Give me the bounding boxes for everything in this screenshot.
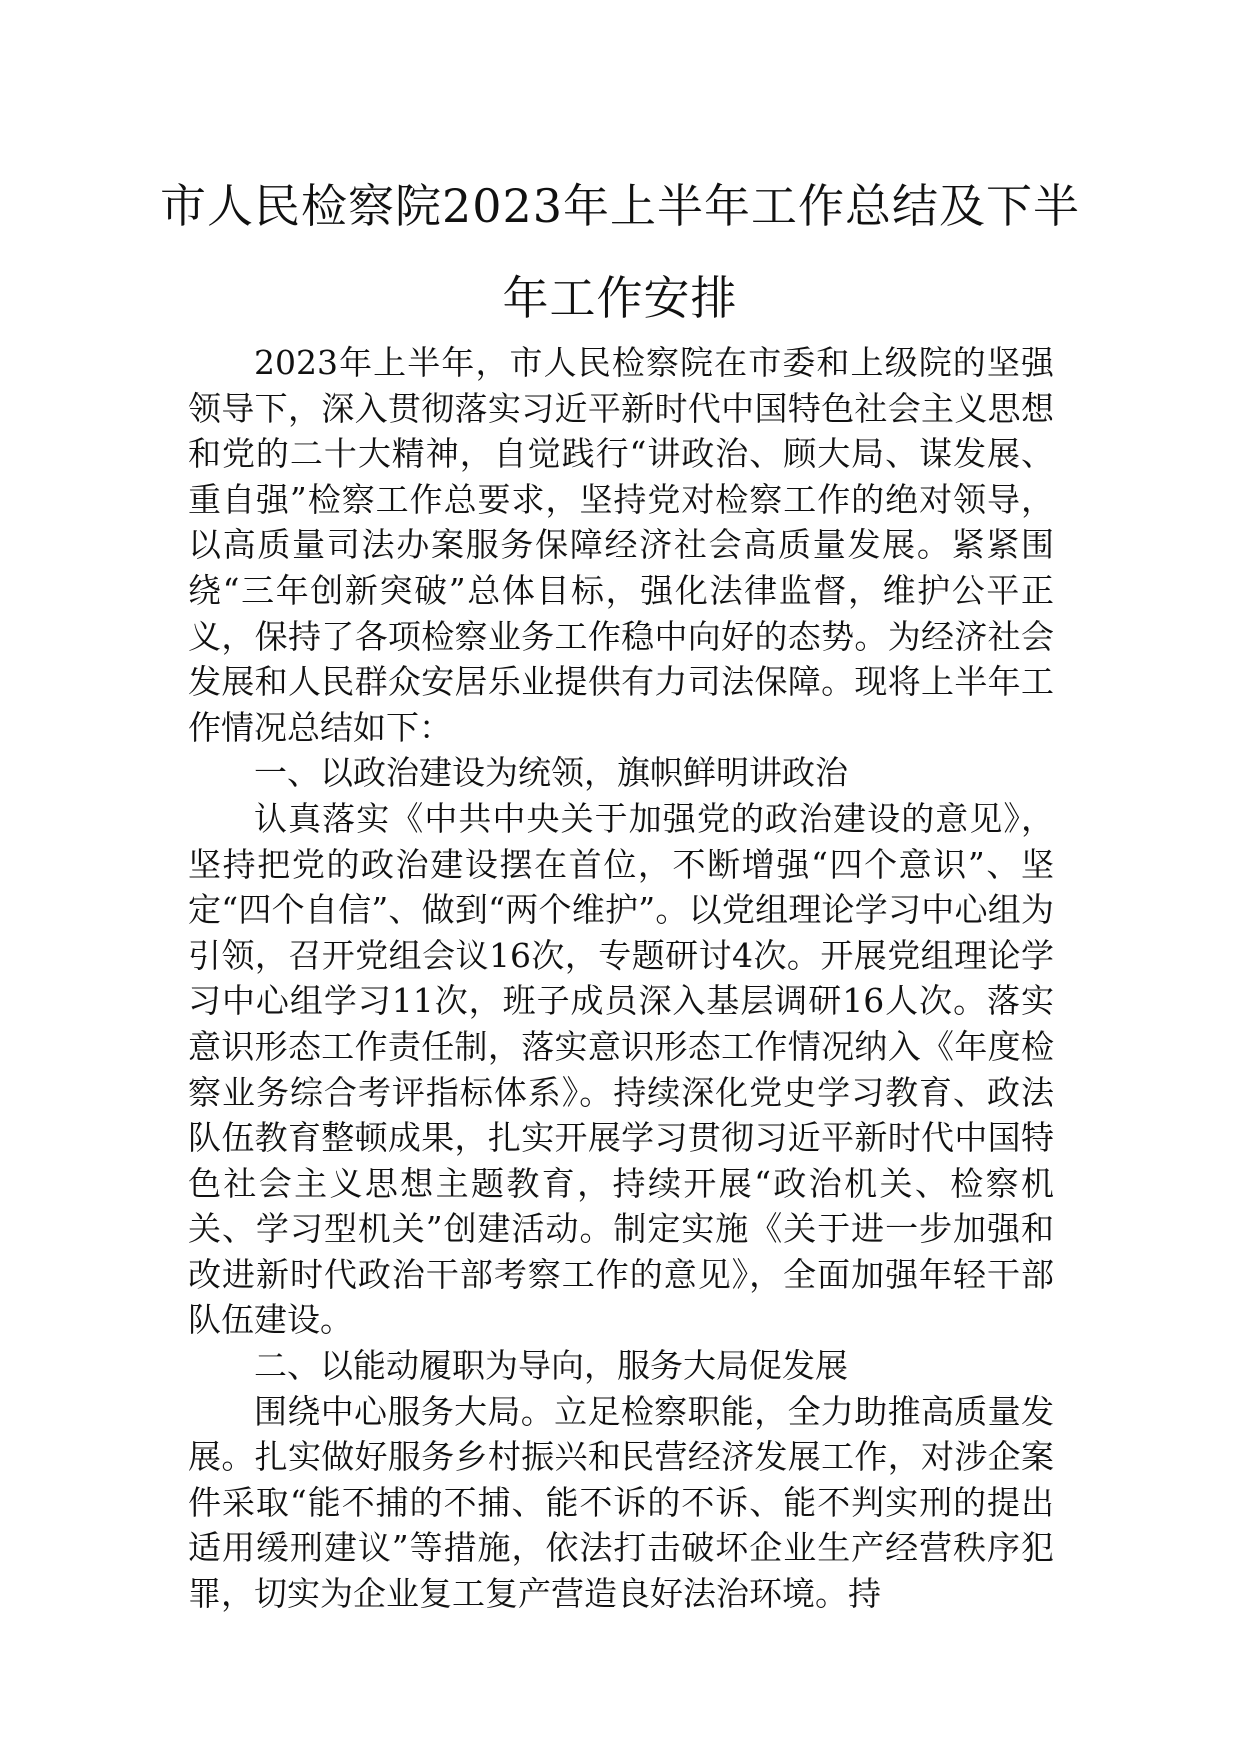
document-body — [188, 340, 1054, 1617]
section-heading-1: 一、以政治建设为统领，旗帜鲜明讲政治 — [254, 753, 848, 793]
section-1-paragraph: 认真落实《中共中央关于加强党的政治建设的意见》，坚持把党的政治建设摆在首位，不断增强“四个意识”、坚定“四个自信”、做到“两个维护”。以党组理论学习中心组为引领，召开党组会议16次，专题研讨4次。开展党组理论学习中心组学习11次，班子成员深入基层调研16人次。落实意识形态工作责任制，落实意识形态工作情况纳入《年度检察业务综合考评指标体系》。持续深化党史学习教育、政法队伍教育整顿成果，扎实开展学习贯彻习近平新时代中国特色社会主义思想主题教育，持续开展“政治机关、检察机关、学习型机关”创建活动。制定实施《关于进一步加强和改进新时代政治干部考察工作的意见》，全面加强年轻干部队伍建设。 — [188, 798, 1054, 1340]
section-2-paragraph: 围绕中心服务大局。立足检察职能，全力助推高质量发展。扎实做好服务乡村振兴和民营经济发展工作，对涉企案件采取“能不捕的不捕、能不诉的不诉、能不判实刑的提出适用缓刑建议”等措施，依法打击破坏企业生产经营秩序犯罪，切实为企业复工复产营造良好法治环境。持 — [188, 1391, 1054, 1614]
section-heading-2: 二、以能动履职为导向，服务大局促发展 — [254, 1346, 848, 1386]
intro-paragraph: 2023年上半年，市人民检察院在市委和上级院的坚强领导下，深入贯彻落实习近平新时代中国特色社会主义思想和党的二十大精神，自觉践行“讲政治、顾大局、谋发展、重自强”检察工作总要求，坚持党对检察工作的绝对领导，以高质量司法办案服务保障经济社会高质量发展。紧紧围绕“三年创新突破”总体目标，强化法律监督，维护公平正义，保持了各项检察业务工作稳中向好的态势。为经济社会发展和人民群众安居乐业提供有力司法保障。现将上半年工作情况总结如下： — [188, 343, 1054, 747]
document-title: 市人民检察院2023年上半年工作总结及下半年工作安排 — [159, 179, 1081, 325]
